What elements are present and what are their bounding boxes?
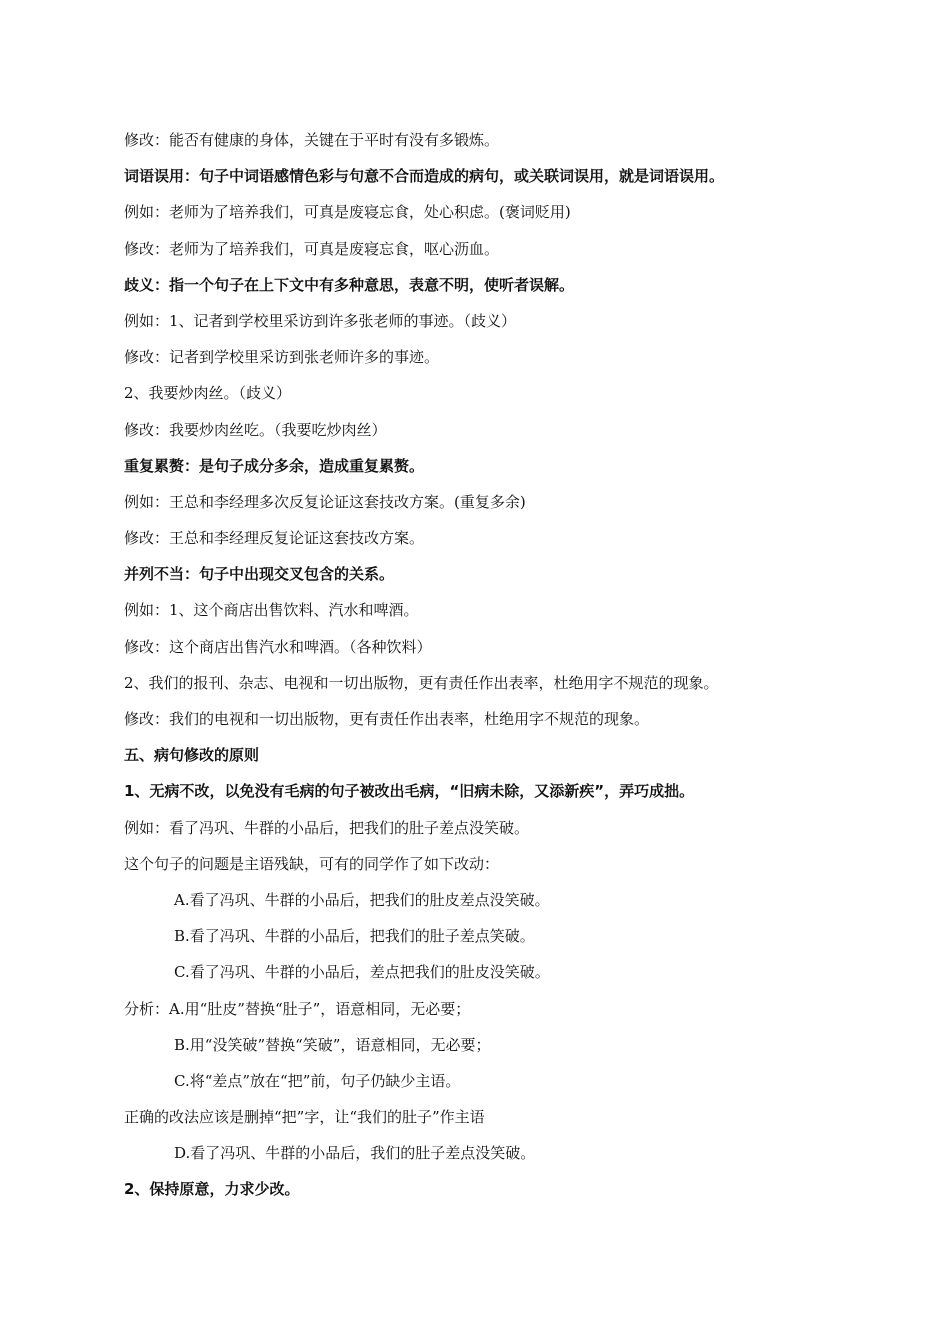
text-line: D.看了冯巩、牛群的小品后，我们的肚子差点没笑破。 bbox=[174, 1144, 536, 1163]
text-line: 修改：王总和李经理反复论证这套技改方案。 bbox=[124, 529, 425, 548]
text-line: B.用“没笑破”替换“笑破”，语意相同，无必要； bbox=[174, 1035, 491, 1054]
text-line: 修改：我们的电视和一切出版物，更有责任作出表率，杜绝用字不规范的现象。 bbox=[124, 710, 650, 728]
heading-line: 2、保持原意，力求少改。 bbox=[124, 1180, 300, 1199]
text-line: 正确的改法应该是删掉“把”字，让“我们的肚子”作主语 bbox=[124, 1108, 485, 1127]
text-line: 例如：看了冯巩、牛群的小品后，把我们的肚子差点没笑破。 bbox=[124, 818, 530, 837]
heading-line: 1、无病不改，以免没有毛病的句子被改出毛病，“旧病未除，又添新疾”，弄巧成拙。 bbox=[124, 782, 695, 801]
heading-line: 重复累赘：是句子成分多余，造成重复累赘。 bbox=[124, 456, 425, 475]
text-line: 2、我要炒肉丝。（歧义） bbox=[124, 384, 292, 403]
text-line: 例如：王总和李经理多次反复论证这套技改方案。(重复多余) bbox=[124, 492, 526, 511]
text-line: 分析：A.用“肚皮”替换“肚子”，语意相同，无必要； bbox=[124, 999, 471, 1018]
text-line: C.将“差点”放在“把”前，句子仍缺少主语。 bbox=[174, 1071, 461, 1090]
text-line: C.看了冯巩、牛群的小品后，差点把我们的肚皮没笑破。 bbox=[174, 963, 550, 982]
heading-line: 词语误用：句子中词语感情色彩与句意不合而造成的病句，或关联词误用，就是词语误用。 bbox=[124, 167, 725, 186]
heading-line: 并列不当：句子中出现交叉包含的关系。 bbox=[124, 565, 395, 584]
text-line: 这个句子的问题是主语残缺，可有的同学作了如下改动： bbox=[124, 854, 500, 873]
text-line: 例如：1、这个商店出售饮料、汽水和啤酒。 bbox=[124, 601, 419, 620]
text-line: B.看了冯巩、牛群的小品后，把我们的肚子差点笑破。 bbox=[174, 927, 535, 946]
text-line: 修改：我要炒肉丝吃。（我要吃炒肉丝） bbox=[124, 420, 387, 439]
heading-line: 歧义：指一个句子在上下文中有多种意思，表意不明，使听者误解。 bbox=[124, 275, 575, 294]
heading-line: 五、病句修改的原则 bbox=[124, 746, 260, 765]
text-line: 修改：这个商店出售汽水和啤酒。（各种饮料） bbox=[124, 637, 432, 656]
text-line: 修改：老师为了培养我们，可真是废寝忘食，呕心沥血。 bbox=[124, 239, 500, 258]
text-line: 2、我们的报刊、杂志、电视和一切出版物，更有责任作出表率，杜绝用字不规范的现象。 bbox=[124, 673, 719, 692]
text-line: 修改：能否有健康的身体，关键在于平时有没有多锻炼。 bbox=[124, 131, 500, 149]
document-page bbox=[124, 122, 924, 1208]
text-line: 例如：1、记者到学校里采访到许多张老师的事迹。（歧义） bbox=[124, 311, 517, 330]
text-line: 例如：老师为了培养我们，可真是废寝忘食，处心积虑。(褒词贬用) bbox=[124, 203, 571, 222]
text-line: A.看了冯巩、牛群的小品后，把我们的肚皮差点没笑破。 bbox=[174, 890, 550, 909]
text-line: 修改：记者到学校里采访到张老师许多的事迹。 bbox=[124, 348, 440, 367]
